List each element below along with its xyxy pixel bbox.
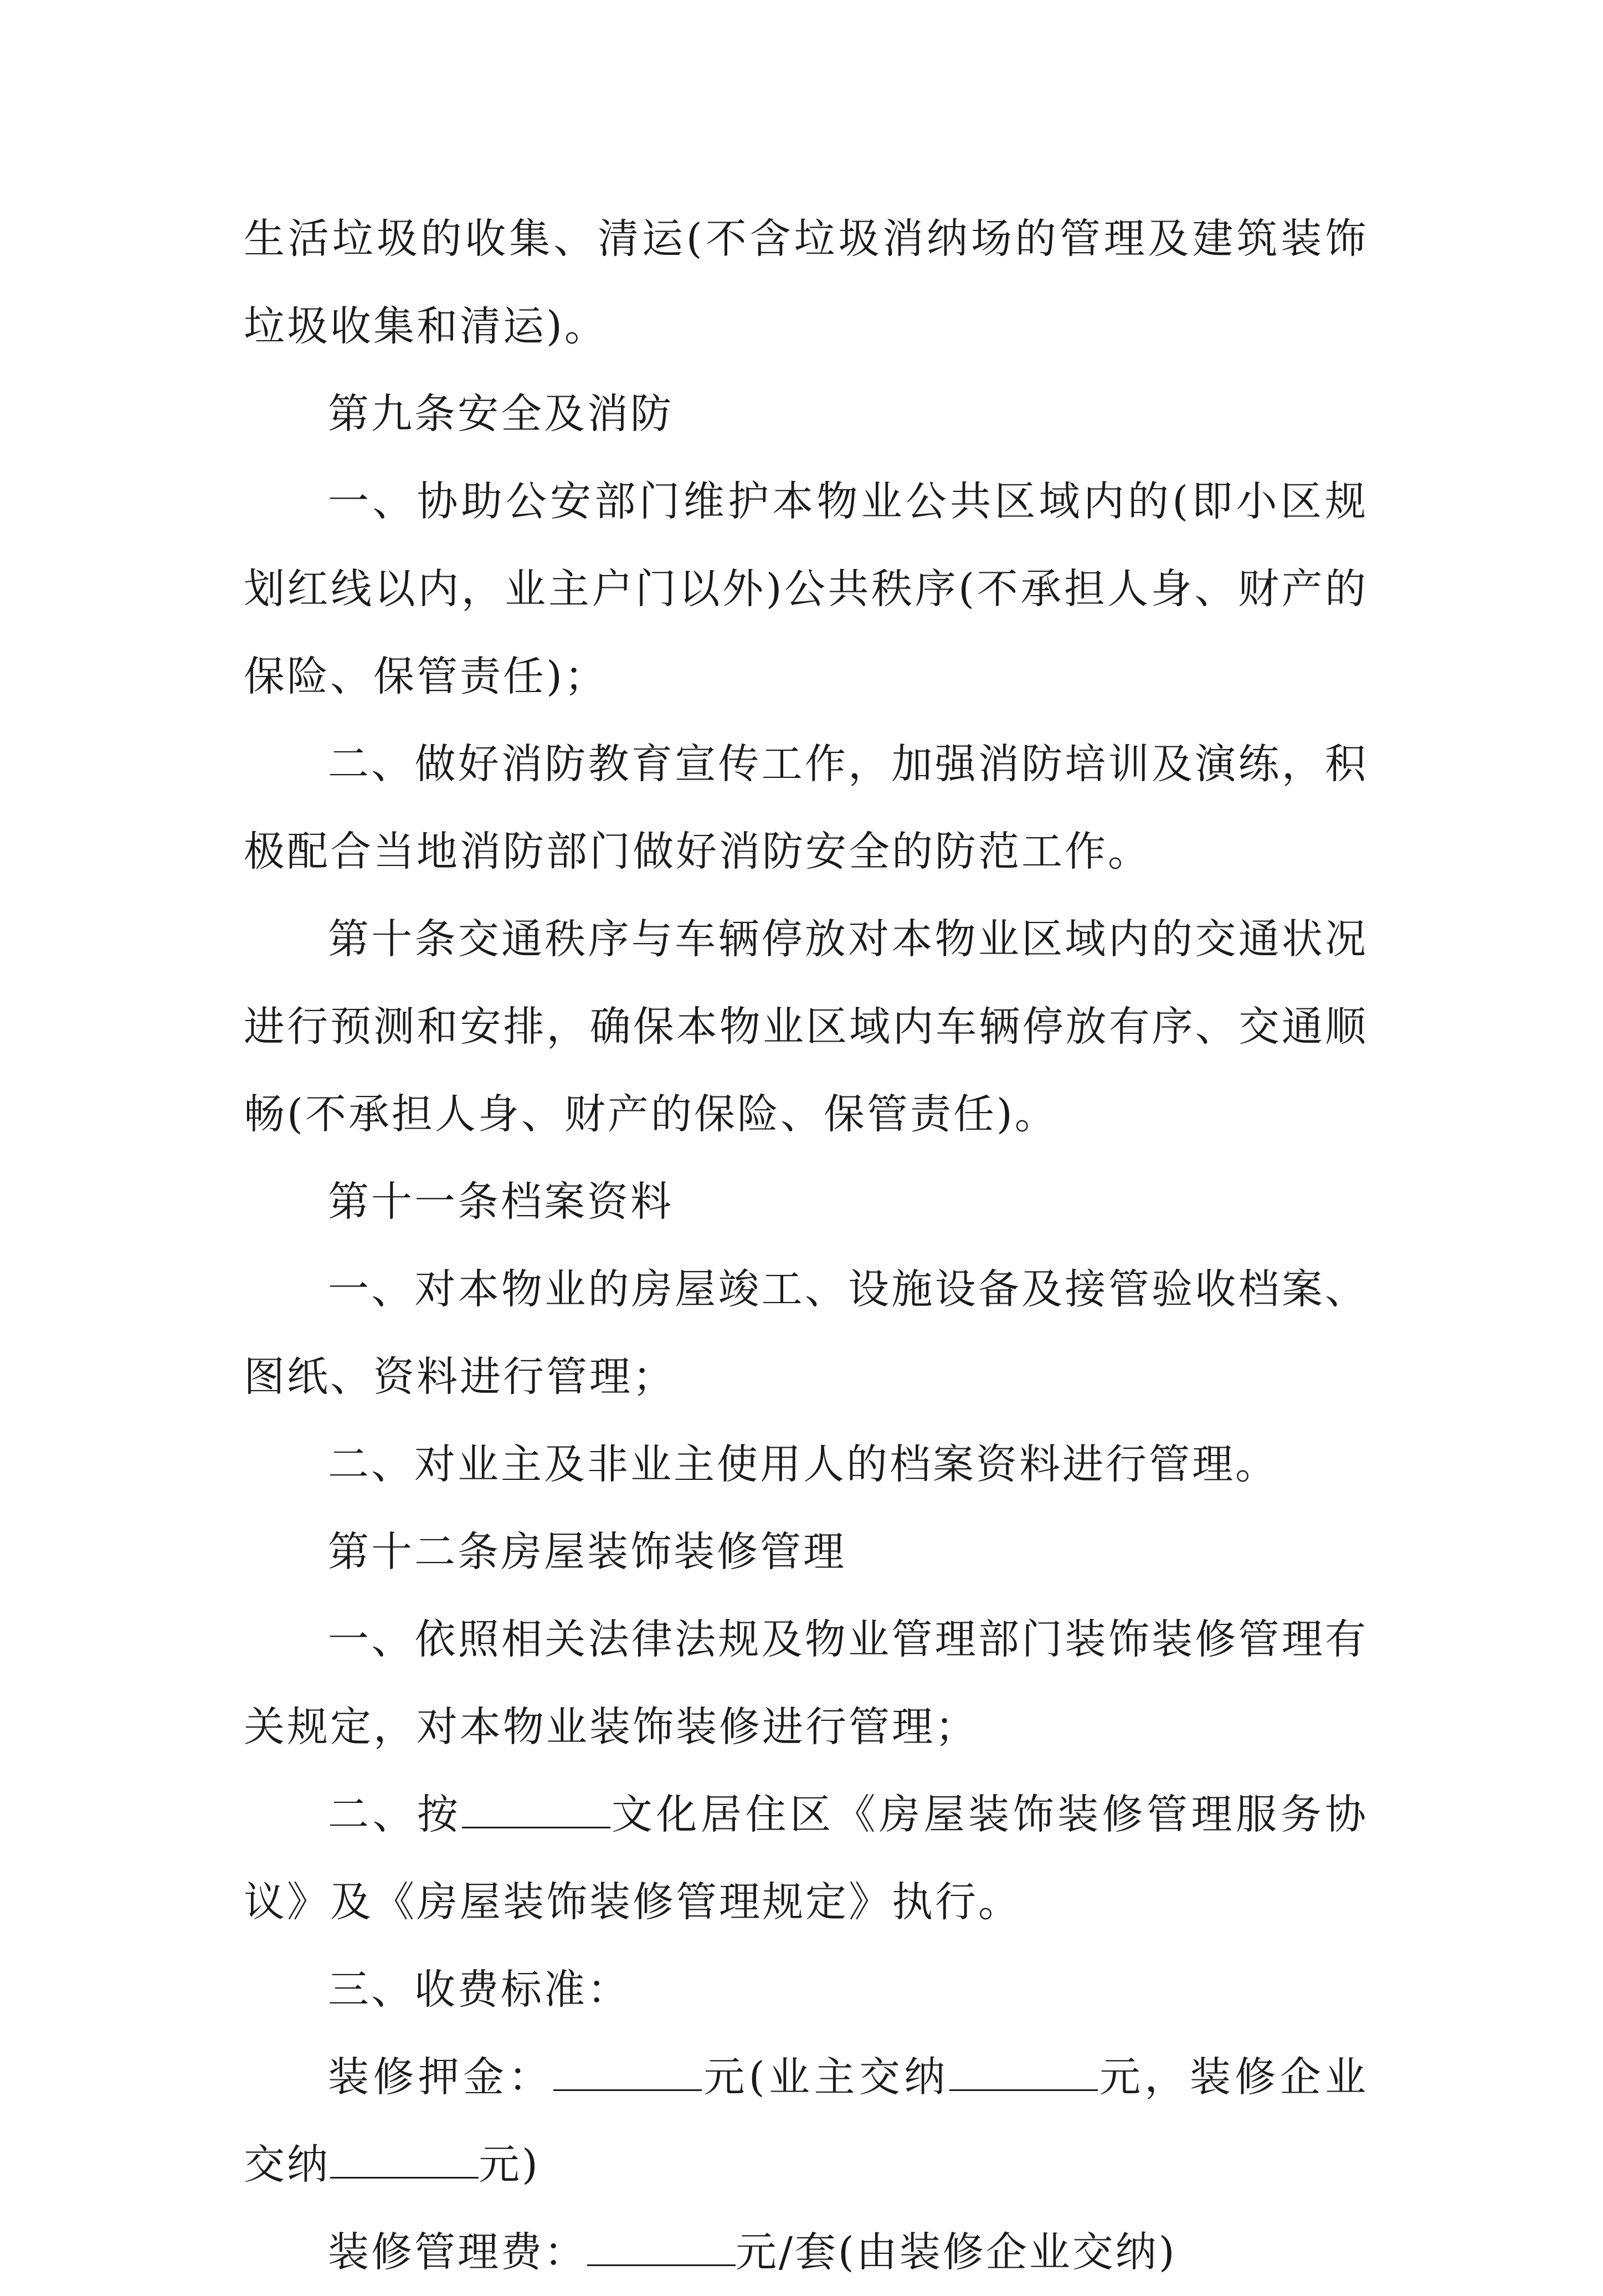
fill-in-blank [462, 1793, 610, 1828]
fill-in-blank [949, 2056, 1098, 2091]
fill-in-blank [587, 2231, 736, 2266]
text-segment: 元/套(由装修企业交纳) [736, 2228, 1177, 2276]
paragraph-management-fee [244, 2208, 1368, 2296]
document-body [244, 195, 1368, 2296]
heading-article-12: 第十二条房屋装饰装修管理 [328, 1528, 846, 1576]
paragraph-archive-buildings: 一、对本物业的房屋竣工、设施设备及接管验收档案、图纸、资料进行管理； [244, 1265, 1368, 1401]
text-segment: 元(业主交纳 [701, 2053, 949, 2101]
paragraph-fire-safety: 二、做好消防教育宣传工作，加强消防培训及演练，积极配合当地消防部门做好消防安全的防范工作。 [244, 740, 1368, 875]
text-segment: 元) [479, 2141, 540, 2189]
heading-article-9: 第九条安全及消防 [328, 390, 674, 438]
text-segment: 装修管理费： [328, 2228, 587, 2276]
fill-in-blank [330, 2144, 479, 2179]
text-segment: 文化居住区《房屋装饰装修管理服务协议》及《房屋装饰装修管理规定》执行。 [244, 1791, 1368, 1926]
text-segment: 元，装修企业交纳 [244, 2053, 1368, 2189]
paragraph-public-order: 一、协助公安部门维护本物业公共区域内的(即小区规划红线以内，业主户门以外)公共秩序(不承担人身、财产的保险、保管责任)； [244, 478, 1368, 700]
paragraph-archive-owners: 二、对业主及非业主使用人的档案资料进行管理。 [328, 1441, 1278, 1488]
paragraph-renovation-agreement [244, 1771, 1368, 1946]
text-segment: 二、按 [328, 1791, 462, 1838]
text-segment: 装修押金： [328, 2053, 553, 2101]
paragraph-article-10-traffic: 第十条交通秩序与车辆停放对本物业区域内的交通状况进行预测和安排，确保本物业区域内车辆停放有序、交通顺畅(不承担人身、财产的保险、保管责任)。 [244, 915, 1368, 1138]
paragraph-garbage-collection: 生活垃圾的收集、清运(不含垃圾消纳场的管理及建筑装饰垃圾收集和清运)。 [244, 215, 1368, 350]
fill-in-blank [553, 2056, 702, 2091]
paragraph-fee-standard: 三、收费标准： [328, 1966, 630, 2013]
paragraph-renovation-rules: 一、依照相关法律法规及物业管理部门装饰装修管理有关规定，对本物业装饰装修进行管理； [244, 1616, 1368, 1751]
heading-article-11: 第十一条档案资料 [328, 1178, 674, 1226]
paragraph-renovation-deposit [244, 2033, 1368, 2208]
